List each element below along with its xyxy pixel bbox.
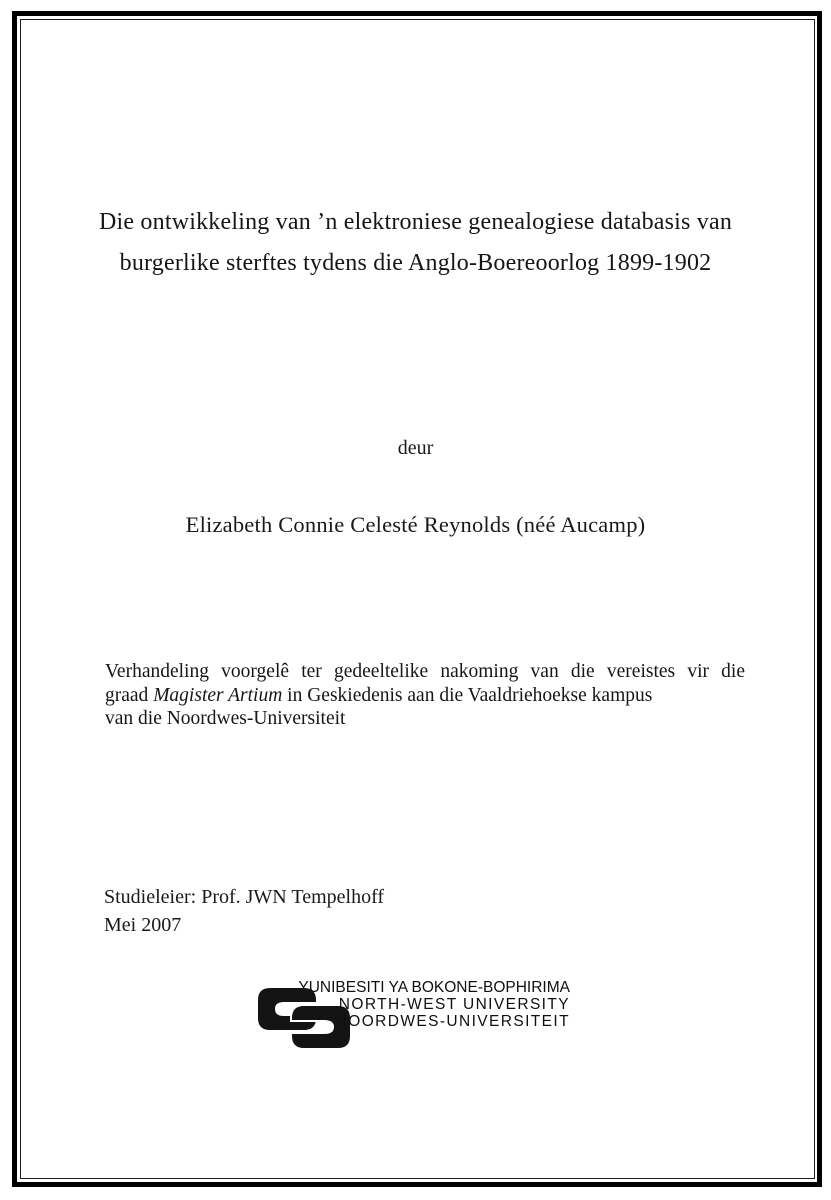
submission-line2-pre: graad [105,684,154,706]
submission-line3: van die Noordwes-Universiteit [105,708,346,729]
logo-line-afrikaans: NOORDWES-UNIVERSITEIT [335,1013,570,1031]
submission-line1: Verhandeling voorgelê ter gedeeltelike nakoming van die vereistes vir die [105,661,745,682]
submission-statement [105,660,745,731]
date-line: Mei 2007 [104,913,182,936]
author-name: Elizabeth Connie Celesté Reynolds (néé Aucamp) [185,512,646,537]
degree-name: Magister Artium [153,684,283,706]
logo-line-setswana: YUNIBESITI YA BOKONE-BOPHIRIMA [298,979,570,996]
thesis-title-line1: Die ontwikkeling van ’n elektroniese genealogiese databasis van [98,209,733,235]
submission-line2 [105,684,745,708]
byline-label: deur [397,437,434,459]
supervisor-block [104,884,384,939]
thesis-title-line2: burgerlike sterftes tydens die Anglo-Boereoorlog 1899-1902 [119,250,712,276]
supervisor-line: Studieleier: Prof. JWN Tempelhoff [104,886,385,908]
logo-line-english: NORTH-WEST UNIVERSITY [338,996,570,1014]
nwu-logo-text [298,979,570,1031]
thesis-title [0,202,831,284]
submission-line2-post: in Geskiedenis aan die Vaaldriehoekse kampus [282,684,653,706]
